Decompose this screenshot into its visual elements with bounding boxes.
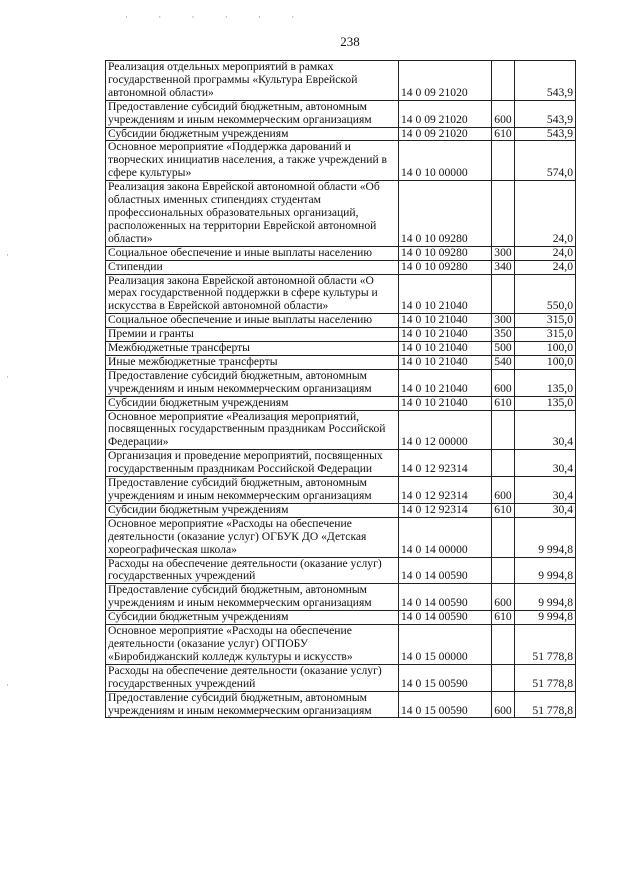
table-row [106, 369, 576, 396]
row-code: 14 0 10 21040 [399, 328, 492, 342]
row-name: Реализация закона Еврейской автономной области «Об областных именных стипендиях студентам профессиональных образовательных организаций, расположенных на территории Еврейской автономной области» [106, 181, 399, 247]
row-vr: 600 [492, 477, 515, 504]
row-amount: 30,4 [515, 477, 576, 504]
table-row [106, 584, 576, 611]
row-name: Иные межбюджетные трансферты [106, 355, 399, 369]
row-code: 14 0 15 00590 [399, 664, 492, 691]
table-row [106, 503, 576, 517]
row-amount: 51 778,8 [515, 691, 576, 718]
table-row [106, 664, 576, 691]
row-code: 14 0 14 00000 [399, 517, 492, 557]
row-amount: 51 778,8 [515, 625, 576, 665]
scan-mark: · [6, 680, 9, 690]
row-code: 14 0 10 21040 [399, 274, 492, 314]
row-code: 14 0 09 21020 [399, 100, 492, 127]
table-row [106, 477, 576, 504]
row-code: 14 0 09 21020 [399, 61, 492, 101]
scan-noise: · · · · · · [125, 12, 309, 22]
row-code: 14 0 10 21040 [399, 355, 492, 369]
row-code: 14 0 10 21040 [399, 396, 492, 410]
row-name: Межбюджетные трансферты [106, 342, 399, 356]
row-code: 14 0 09 21020 [399, 127, 492, 141]
page-number: 238 [340, 34, 360, 49]
row-amount: 24,0 [515, 246, 576, 260]
row-name: Субсидии бюджетным учреждениям [106, 396, 399, 410]
row-name: Предоставление субсидий бюджетным, автономным учреждениям и иным некоммерческим организациям [106, 369, 399, 396]
table-row [106, 517, 576, 557]
row-vr: 350 [492, 328, 515, 342]
row-vr: 540 [492, 355, 515, 369]
row-vr: 610 [492, 611, 515, 625]
scan-mark: · [6, 250, 9, 260]
table-row [106, 611, 576, 625]
row-vr [492, 410, 515, 450]
row-code: 14 0 10 21040 [399, 314, 492, 328]
row-amount: 30,4 [515, 450, 576, 477]
row-amount: 543,9 [515, 100, 576, 127]
row-name: Предоставление субсидий бюджетным, автономным учреждениям и иным некоммерческим организациям [106, 100, 399, 127]
table-row [106, 328, 576, 342]
row-name: Стипендии [106, 260, 399, 274]
row-code: 14 0 14 00590 [399, 557, 492, 584]
row-name: Основное мероприятие «Расходы на обеспечение деятельности (оказание услуг) ОГПОБУ «Биробиджанский колледж культуры и искусств» [106, 625, 399, 665]
row-name: Субсидии бюджетным учреждениям [106, 127, 399, 141]
row-amount: 100,0 [515, 342, 576, 356]
row-vr: 500 [492, 342, 515, 356]
table-row [106, 274, 576, 314]
row-vr [492, 625, 515, 665]
row-name: Основное мероприятие «Поддержка дарований и творческих инициатив населения, а также учреждений в сфере культуры» [106, 141, 399, 181]
row-vr: 610 [492, 127, 515, 141]
row-name: Субсидии бюджетным учреждениям [106, 611, 399, 625]
row-amount: 9 994,8 [515, 517, 576, 557]
row-vr [492, 517, 515, 557]
table-row [106, 246, 576, 260]
row-name: Субсидии бюджетным учреждениям [106, 503, 399, 517]
budget-table [105, 60, 576, 718]
row-vr [492, 664, 515, 691]
row-vr: 600 [492, 691, 515, 718]
table-row [106, 557, 576, 584]
row-amount: 9 994,8 [515, 557, 576, 584]
table-row [106, 141, 576, 181]
row-amount: 9 994,8 [515, 584, 576, 611]
row-code: 14 0 10 21040 [399, 342, 492, 356]
row-vr: 300 [492, 246, 515, 260]
table-row [106, 100, 576, 127]
row-vr: 340 [492, 260, 515, 274]
row-vr: 610 [492, 396, 515, 410]
row-vr: 600 [492, 100, 515, 127]
row-code: 14 0 12 00000 [399, 410, 492, 450]
row-vr [492, 274, 515, 314]
table-row [106, 314, 576, 328]
row-name: Основное мероприятие «Реализация мероприятий, посвященных государственным праздникам Российской Федерации» [106, 410, 399, 450]
row-name: Предоставление субсидий бюджетным, автономным учреждениям и иным некоммерческим организациям [106, 691, 399, 718]
row-vr [492, 181, 515, 247]
row-code: 14 0 10 21040 [399, 369, 492, 396]
row-vr [492, 557, 515, 584]
row-code: 14 0 12 92314 [399, 503, 492, 517]
row-amount: 135,0 [515, 369, 576, 396]
row-amount: 574,0 [515, 141, 576, 181]
row-code: 14 0 14 00590 [399, 611, 492, 625]
row-amount: 315,0 [515, 314, 576, 328]
row-name: Организация и проведение мероприятий, посвященных государственным праздникам Российской Федерации [106, 450, 399, 477]
row-name: Реализация отдельных мероприятий в рамках государственной программы «Культура Еврейской автономной области» [106, 61, 399, 101]
row-name: Социальное обеспечение и иные выплаты населению [106, 314, 399, 328]
row-code: 14 0 10 00000 [399, 141, 492, 181]
row-code: 14 0 15 00590 [399, 691, 492, 718]
row-amount: 30,4 [515, 410, 576, 450]
row-amount: 30,4 [515, 503, 576, 517]
row-amount: 550,0 [515, 274, 576, 314]
table-row [106, 342, 576, 356]
table-row [106, 410, 576, 450]
row-code: 14 0 10 09280 [399, 246, 492, 260]
row-code: 14 0 14 00590 [399, 584, 492, 611]
row-vr: 300 [492, 314, 515, 328]
table-row [106, 260, 576, 274]
row-name: Предоставление субсидий бюджетным, автономным учреждениям и иным некоммерческим организациям [106, 584, 399, 611]
row-code: 14 0 15 00000 [399, 625, 492, 665]
row-vr [492, 141, 515, 181]
row-amount: 543,9 [515, 127, 576, 141]
table-row [106, 450, 576, 477]
row-code: 14 0 12 92314 [399, 450, 492, 477]
row-code: 14 0 10 09280 [399, 260, 492, 274]
table-row [106, 127, 576, 141]
row-amount: 315,0 [515, 328, 576, 342]
row-name: Предоставление субсидий бюджетным, автономным учреждениям и иным некоммерческим организациям [106, 477, 399, 504]
row-name: Расходы на обеспечение деятельности (оказание услуг) государственных учреждений [106, 557, 399, 584]
row-amount: 135,0 [515, 396, 576, 410]
row-code: 14 0 12 92314 [399, 477, 492, 504]
table-row [106, 61, 576, 101]
table-row [106, 691, 576, 718]
row-vr: 610 [492, 503, 515, 517]
row-vr: 600 [492, 369, 515, 396]
row-amount: 543,9 [515, 61, 576, 101]
row-vr: 600 [492, 584, 515, 611]
row-amount: 100,0 [515, 355, 576, 369]
row-amount: 24,0 [515, 181, 576, 247]
row-vr [492, 61, 515, 101]
table-row [106, 355, 576, 369]
table-row [106, 181, 576, 247]
table-row [106, 396, 576, 410]
row-code: 14 0 10 09280 [399, 181, 492, 247]
row-name: Расходы на обеспечение деятельности (оказание услуг) государственных учреждений [106, 664, 399, 691]
row-name: Премии и гранты [106, 328, 399, 342]
row-amount: 24,0 [515, 260, 576, 274]
row-vr [492, 450, 515, 477]
row-name: Социальное обеспечение и иные выплаты населению [106, 246, 399, 260]
row-amount: 9 994,8 [515, 611, 576, 625]
row-name: Основное мероприятие «Расходы на обеспечение деятельности (оказание услуг) ОГБУК ДО «Детская хореографическая школа» [106, 517, 399, 557]
row-amount: 51 778,8 [515, 664, 576, 691]
scan-mark: · [6, 372, 9, 382]
table-row [106, 625, 576, 665]
row-name: Реализация закона Еврейской автономной области «О мерах государственной поддержки в сфере культуры и искусства в Еврейской автономной области» [106, 274, 399, 314]
